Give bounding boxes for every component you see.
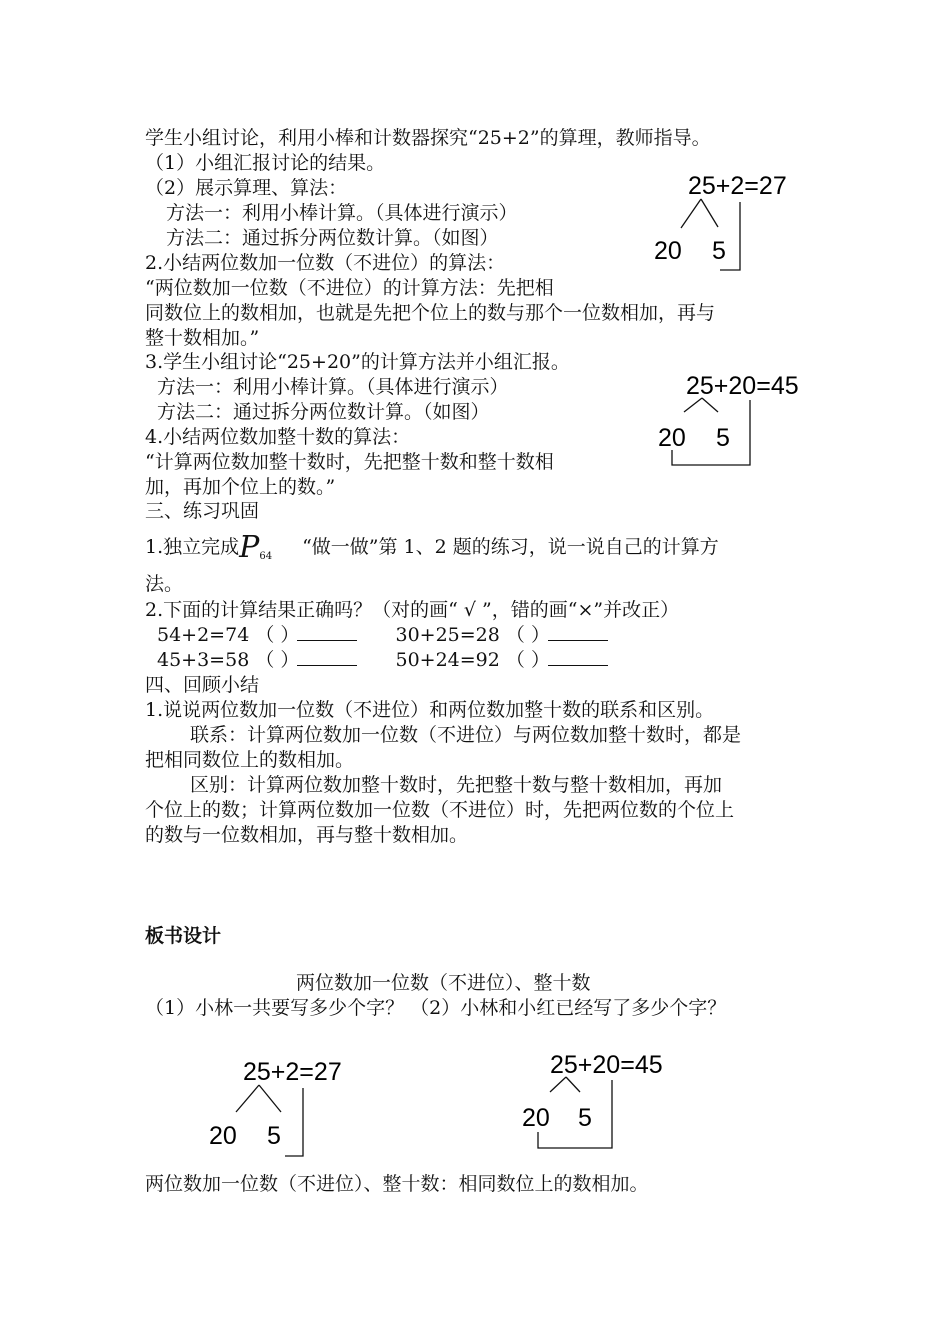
board-design-heading: 板书设计 (145, 925, 222, 947)
text-line: 联系：计算两位数加一位数（不进位）与两位数加整十数时，都是 (190, 724, 742, 746)
diagram-ones: 5 (716, 424, 730, 452)
section-heading: 四、回顾小结 (145, 674, 260, 696)
board-questions: （1）小林一共要写多少个字？ （2）小林和小红已经写了多少个字？ (145, 997, 727, 1019)
text-line: 方法一：利用小棒计算。（具体进行演示） (157, 376, 509, 398)
answer-parens: （ ） (255, 649, 300, 671)
exercise-equation: 50+24=92 (395, 649, 500, 671)
page-ref-letter: P (239, 530, 260, 565)
text-line: 方法一：利用小棒计算。（具体进行演示） (166, 202, 518, 224)
answer-blank[interactable] (297, 651, 357, 666)
text-line: 2.下面的计算结果正确吗？（对的画“ √ ”，错的画“×”并改正） (145, 599, 680, 621)
answer-parens: （ ） (255, 624, 300, 646)
text-line: 加，再加个位上的数。” (145, 476, 336, 498)
board-summary: 两位数加一位数（不进位）、整十数：相同数位上的数相加。 (145, 1173, 649, 1195)
text-line: 2.小结两位数加一位数（不进位）的算法： (145, 252, 506, 274)
answer-parens: （ ） (505, 649, 550, 671)
answer-parens: （ ） (505, 624, 550, 646)
board-title: 两位数加一位数（不进位）、整十数 (296, 972, 591, 994)
board-split-diagram (205, 1052, 355, 1168)
text-line: 方法二：通过拆分两位数计算。（如图） (166, 227, 499, 249)
text-line: “计算两位数加整十数时，先把整十数和整十数相 (145, 451, 554, 473)
answer-blank[interactable] (297, 626, 357, 641)
text-line: 整十数相加。” (145, 327, 260, 349)
diagram-ones: 5 (578, 1104, 592, 1132)
text-line: 4.小结两位数加整十数的算法： (145, 426, 411, 448)
text-line: “两位数加一位数（不进位）的计算方法：先把相 (145, 277, 554, 299)
section-heading: 三、练习巩固 (145, 500, 260, 522)
text-line: 区别：计算两位数加整十数时，先把整十数与整十数相加，再加 (190, 774, 723, 796)
diagram-equation: 25+20=45 (550, 1051, 663, 1079)
text-line: 方法二：通过拆分两位数计算。（如图） (157, 401, 490, 423)
text-line: 同数位上的数相加，也就是先把个位上的数与那个一位数相加，再与 (145, 302, 716, 324)
diagram-equation: 25+2=27 (688, 172, 787, 200)
exercise-row (157, 623, 608, 647)
answer-blank[interactable] (548, 626, 608, 641)
diagram-ones: 5 (267, 1122, 281, 1150)
exercise-equation: 45+3=58 (157, 649, 250, 671)
exercise-equation: 54+2=74 (157, 624, 250, 646)
diagram-tens: 20 (654, 237, 682, 265)
text-line: 1.说说两位数加一位数（不进位）和两位数加整十数的联系和区别。 (145, 699, 715, 721)
board-split-diagram (518, 1046, 678, 1160)
text-segment: 1.独立完成 (145, 536, 240, 558)
diagram-tens: 20 (658, 424, 686, 452)
text-line: （1）小组汇报讨论的结果。 (145, 152, 386, 174)
text-segment: “做一做”第 1、2 题的练习，说一说自己的计算方 (302, 536, 719, 558)
exercise-row (157, 648, 608, 672)
split-diagram (652, 368, 812, 476)
split-diagram (648, 166, 798, 282)
exercise-equation: 30+25=28 (395, 624, 500, 646)
diagram-equation: 25+2=27 (243, 1058, 342, 1086)
diagram-equation: 25+20=45 (686, 372, 799, 400)
answer-blank[interactable] (548, 651, 608, 666)
text-line: 学生小组讨论，利用小棒和计数器探究“25+2”的算理，教师指导。 (145, 127, 711, 149)
text-line: 个位上的数；计算两位数加一位数（不进位）时，先把两位数的个位上 (145, 799, 735, 821)
text-line: （2）展示算理、算法： (145, 177, 348, 199)
text-line: 的数与一位数相加，再与整十数相加。 (145, 824, 469, 846)
text-line: 3.学生小组讨论“25+20”的计算方法并小组汇报。 (145, 351, 570, 373)
diagram-ones: 5 (712, 237, 726, 265)
text-line: 把相同数位上的数相加。 (145, 749, 355, 771)
text-line (145, 530, 719, 565)
text-line: 法。 (145, 573, 184, 595)
diagram-tens: 20 (522, 1104, 550, 1132)
diagram-tens: 20 (209, 1122, 237, 1150)
page-ref-number: 64 (259, 551, 273, 562)
